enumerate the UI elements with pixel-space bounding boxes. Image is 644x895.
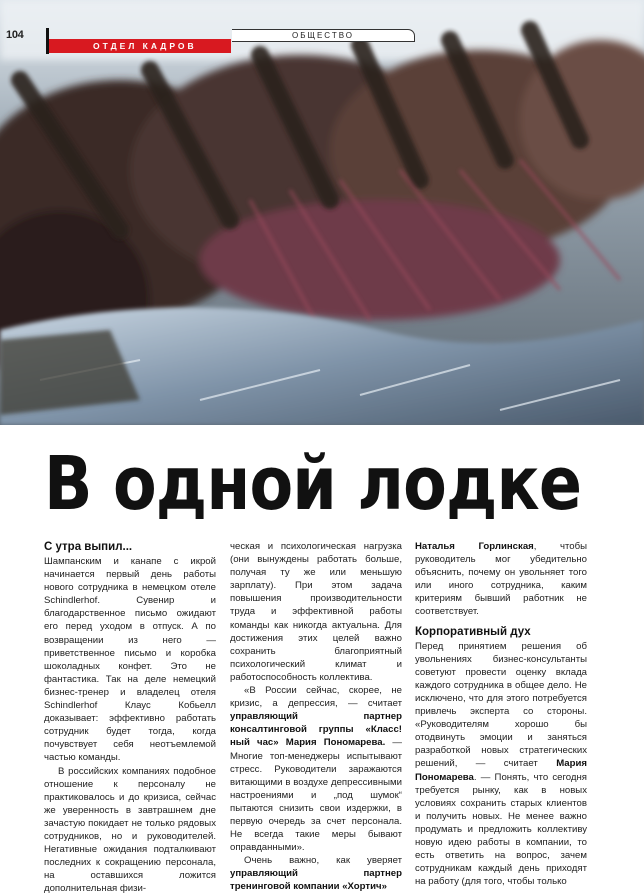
article-column-3 <box>415 540 587 888</box>
rubric-label: ОТДЕЛ КАДРОВ <box>49 39 231 53</box>
paragraph <box>230 684 402 854</box>
speaker-name: Мария Пономарева <box>415 758 587 782</box>
text-run: «В России сейчас, скорее, не кризис, а депрессия, — считает <box>230 685 402 709</box>
page-number: 104 <box>6 29 23 41</box>
speaker-name: Наталья Горлинская <box>415 541 534 552</box>
text-run: Перед принятием решения об увольнениях бизнес-консультанты советуют провести оценку вклада каждого сотрудника в общее дело. Не исключено, что для этого потребуется привлечь эксперта со стороны. «Руководителям хорошо бы отодвинуть эмоции и заняться разработкой новых стратегических решений, — считает <box>415 641 587 770</box>
text-run: , чтобы руководитель мог убедительно объяснить, почему он увольняет того или иного сотрудника, каким критериям бывший работник не соответствует. <box>415 541 587 617</box>
article-column-1 <box>44 540 216 895</box>
article-column-2 <box>230 540 402 894</box>
section-label: ОБЩЕСТВО <box>232 29 415 42</box>
speaker-credit: управляющий партнер консалтинговой группы «Класс!ный час» Мария Пономарева. <box>230 711 402 748</box>
text-run: . — Понять, что сегодня требуется рынку, как в новых условиях сохранить старых клиентов и получить новых. Не менее важно продумать и предложить коллективу новую идею работы в компании, то есть ответить на вопрос, зачем сотрудникам каждый день приходят на работу (для того, чтобы только <box>415 772 587 888</box>
subheading: Корпоративный дух <box>415 625 587 639</box>
text-run: — Многие топ-менеджеры испытывают стресс. Руководители заражаются витающими в воздухе депрессивными настроениями и „под шумок“ пытаются снизить свои издержки, в первую очередь за счет персонала. Не всегда такие меры бывают оправданными». <box>230 737 402 853</box>
rowing-crew-photo <box>0 0 644 425</box>
paragraph: В российских компаниях подобное отношение к персоналу не практиковалось и до кризиса, сейчас же уверенность в завтрашнем дне зачастую покидает не только рядовых сотрудников, но и руководителей. Негативные ожидания подталкивают последних к сокращению персонала, на оставшихся ложится дополнительная физи- <box>44 765 216 895</box>
speaker-credit: управляющий партнер тренинговой компании «Хортич» <box>230 868 402 892</box>
paragraph <box>415 640 587 889</box>
text-run: Очень важно, как уверяет <box>244 855 402 866</box>
article-headline: В одной лодке <box>44 442 526 526</box>
paragraph: Шампанским и канапе с икрой начинается первый день работы нового сотрудника в немецком отеле Schindlerhof. Сувенир и благодарственное письмо ожидают его перед уходом в отпуск. А по возвращении из него — приветственное письмо и коробка шоколадных конфет. Это не фантастика. Так на деле немецкий бизнес-тренер и владелец отеля Schindlerhof Клаус Кобьелл доказывает: эффективно работать сотрудник будет тогда, когда почувствует себя неотъемлемой частью команды. <box>44 555 216 765</box>
paragraph: ческая и психологическая нагрузка (они вынуждены работать больше, получая ту же или меньшую зарплату). При этом задача повышения производительности труда и эффективной работы команды как никогда актуальна. Для достижения этих целей важно сохранить благоприятный психологический климат и работоспособность коллектива. <box>230 540 402 684</box>
paragraph <box>230 854 402 893</box>
paragraph <box>415 540 587 619</box>
subheading: С утра выпил... <box>44 540 216 554</box>
photo-illustration <box>0 0 644 425</box>
